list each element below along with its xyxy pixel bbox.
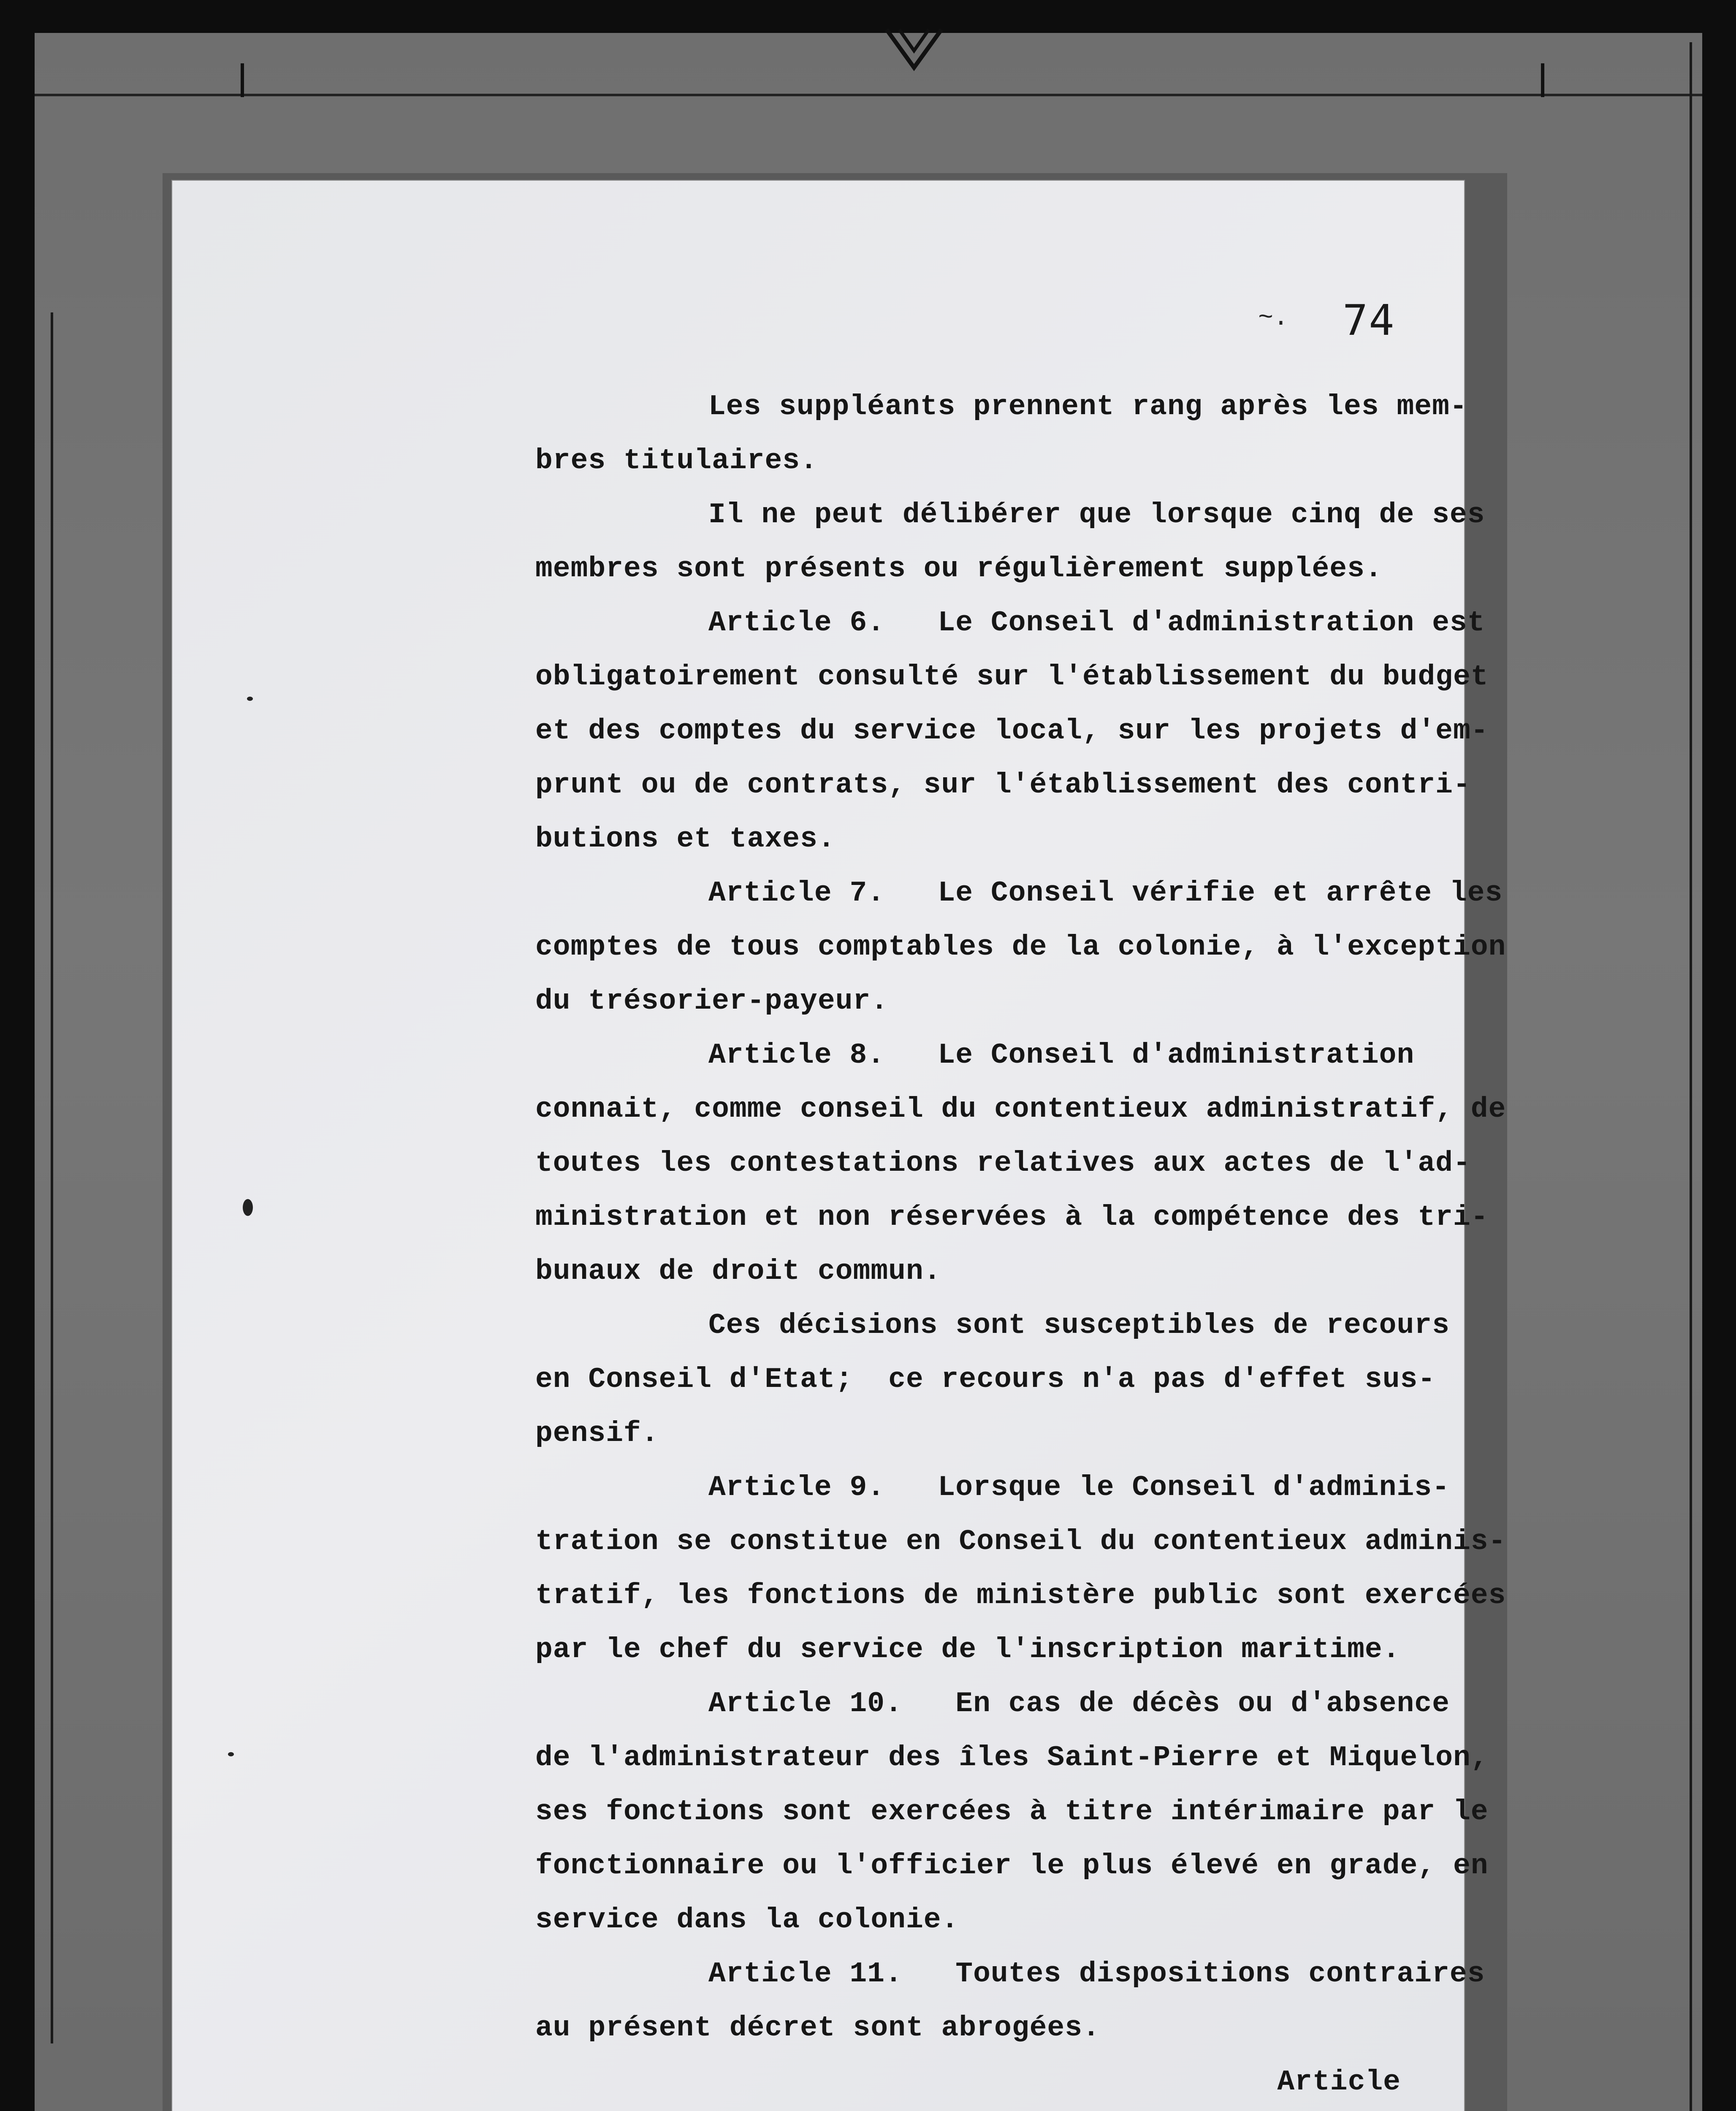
text-line: comptes de tous comptables de la colonie, à l'exception bbox=[535, 931, 1506, 963]
text-line: du trésorier-payeur. bbox=[535, 985, 889, 1018]
text-line: Article 8. Le Conseil d'administration bbox=[708, 1039, 1415, 1072]
text-line: Il ne peut délibérer que lorsque cinq de ses bbox=[708, 499, 1485, 531]
text-line: Les suppléants prennent rang après les mem- bbox=[708, 391, 1467, 423]
document-body bbox=[535, 380, 1506, 2109]
film-speck bbox=[247, 697, 253, 701]
text-line: de l'administrateur des îles Saint-Pierre et Miquelon, bbox=[535, 1742, 1489, 1774]
frame-right-rule bbox=[1690, 42, 1692, 2111]
text-line: au présent décret sont abrogées. bbox=[535, 2012, 1100, 2044]
text-line: par le chef du service de l'inscription maritime. bbox=[535, 1633, 1400, 1666]
film-speck bbox=[243, 1199, 253, 1216]
page-number: 74 bbox=[1343, 296, 1395, 345]
text-line: et des comptes du service local, sur les projets d'em- bbox=[535, 715, 1489, 747]
text-line: toutes les contestations relatives aux actes de l'ad- bbox=[535, 1147, 1471, 1180]
text-line: membres sont présents ou régulièrement supplées. bbox=[535, 553, 1383, 585]
text-line: fonctionnaire ou l'officier le plus élevé en grade, en bbox=[535, 1850, 1489, 1882]
film-notch-icon bbox=[882, 25, 946, 76]
text-line: Article 7. Le Conseil vérifie et arrête les bbox=[708, 877, 1503, 909]
text-line: pensif. bbox=[535, 1417, 659, 1450]
text-line: prunt ou de contrats, sur l'établissement des contri- bbox=[535, 769, 1471, 801]
text-line: obligatoirement consulté sur l'établissement du budget bbox=[535, 661, 1489, 693]
text-line: Article 6. Le Conseil d'administration est bbox=[708, 607, 1485, 639]
text-line: ses fonctions sont exercées à titre intérimaire par le bbox=[535, 1796, 1489, 1828]
text-line: tration se constitue en Conseil du contentieux adminis- bbox=[535, 1525, 1506, 1558]
text-line: bunaux de droit commun. bbox=[535, 1255, 941, 1288]
text-line: connait, comme conseil du contentieux administratif, de bbox=[535, 1093, 1506, 1126]
frame-tick-mark bbox=[241, 63, 244, 97]
text-line: Ces décisions sont susceptibles de recours bbox=[708, 1309, 1450, 1342]
frame-tick-mark bbox=[1541, 63, 1544, 97]
text-line: tratif, les fonctions de ministère public sont exercées bbox=[535, 1579, 1506, 1612]
text-line: ministration et non réservées à la compétence des tri- bbox=[535, 1201, 1489, 1234]
text-line: service dans la colonie. bbox=[535, 1904, 959, 1936]
page-margin-mark: ~. bbox=[1258, 304, 1289, 333]
catchword: Article bbox=[1277, 2066, 1401, 2098]
text-line: en Conseil d'Etat; ce recours n'a pas d'effet sus- bbox=[535, 1363, 1436, 1396]
text-line: Article 11. Toutes dispositions contraires bbox=[708, 1958, 1485, 1990]
frame-top-rule bbox=[35, 94, 1702, 96]
text-line: butions et taxes. bbox=[535, 823, 835, 855]
film-speck bbox=[228, 1752, 234, 1756]
text-line: Article 10. En cas de décès ou d'absence bbox=[708, 1688, 1450, 1720]
text-line: Article 9. Lorsque le Conseil d'adminis- bbox=[708, 1471, 1450, 1504]
frame-left-rule bbox=[51, 312, 53, 2043]
text-line: bres titulaires. bbox=[535, 445, 818, 477]
